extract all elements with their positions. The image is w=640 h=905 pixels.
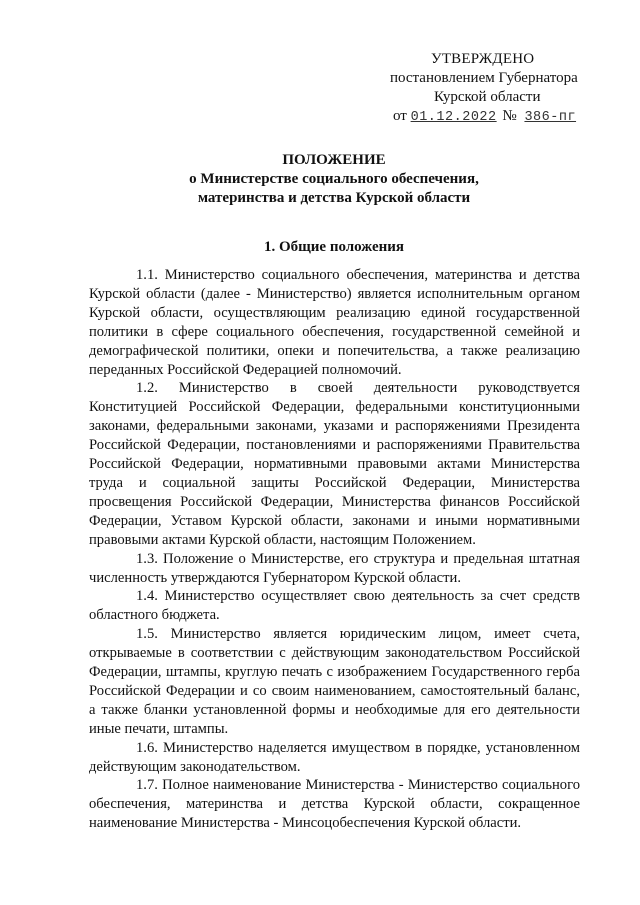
paragraph-1-3: 1.3. Положение о Министерстве, его структура и предельная штатная численность утверждаются Губернатором Курской области.: [89, 550, 580, 586]
approval-number-sign: №: [502, 108, 517, 124]
paragraph-1-2: 1.2. Министерство в своей деятельности руководствуется Конституцией Российской Федерации, федеральными конституционными законами, федеральными законами, указами и распоряжениями Президента Российской Федерации, постановлениями и распоряжениями Правительства Российской Федерации, нормативными правовыми актами Министерства труда и социальной защиты Российской Федерации, Министерства просвещения Российской Федерации, Министерства финансов Российской Федерации, Уставом Курской области, законами и иными нормативными правовыми актами Курской области, настоящим Положением.: [89, 380, 580, 548]
section-heading: 1. Общие положения: [263, 239, 405, 255]
paragraph-1-6: 1.6. Министерство наделяется имуществом в порядке, установленном действующим законодательством.: [89, 739, 580, 775]
approval-date: 01.12.2022: [410, 110, 497, 125]
approval-line-1: постановлением Губернатора: [390, 70, 578, 86]
approval-number: 386-пг: [524, 110, 577, 125]
paragraph-1-5: 1.5. Министерство является юридическим лицом, имеет счета, открываемые в соответствии с действующим законодательством Российской Федерации, штампы, круглую печать с изображением Государственного герба Российской Федерации и со своим наименованием, самостоятельный баланс, а также бланки установленной формы и необходимые для его деятельности иные печати, штампы.: [89, 626, 580, 737]
approval-line-2: Курской области: [434, 89, 541, 105]
paragraph-1-1: 1.1. Министерство социального обеспечения, материнства и детства Курской области (далее - Министерство) является исполнительным органом Курской области, осуществляющим реализацию единой государственной политики в сфере социального обеспечения, государственной семейной и демографической политики, опеки и попечительства, а также реализацию переданных Российской Федерацией полномочий.: [89, 267, 580, 378]
document-title-block: [100, 151, 568, 208]
approval-from-label: от: [393, 108, 407, 124]
paragraph-1-7: 1.7. Полное наименование Министерства - Министерство социального обеспечения, материнства и детства Курской области, сокращенное наименование Министерства - Минсоцобеспечения Курской области.: [89, 777, 580, 832]
document-subtitle-line-2: материнства и детства Курской области: [197, 190, 471, 206]
paragraph-1-4: 1.4. Министерство осуществляет свою деятельность за счет средств областного бюджета.: [89, 588, 580, 624]
section-body: [89, 266, 580, 833]
document-subtitle-line-1: о Министерстве социального обеспечения,: [189, 171, 479, 187]
document-title: ПОЛОЖЕНИЕ: [282, 152, 386, 168]
approval-decree-line: [380, 107, 600, 127]
approval-stamp-block: [380, 50, 600, 127]
approval-title: УТВЕРЖДЕНО: [431, 51, 535, 67]
